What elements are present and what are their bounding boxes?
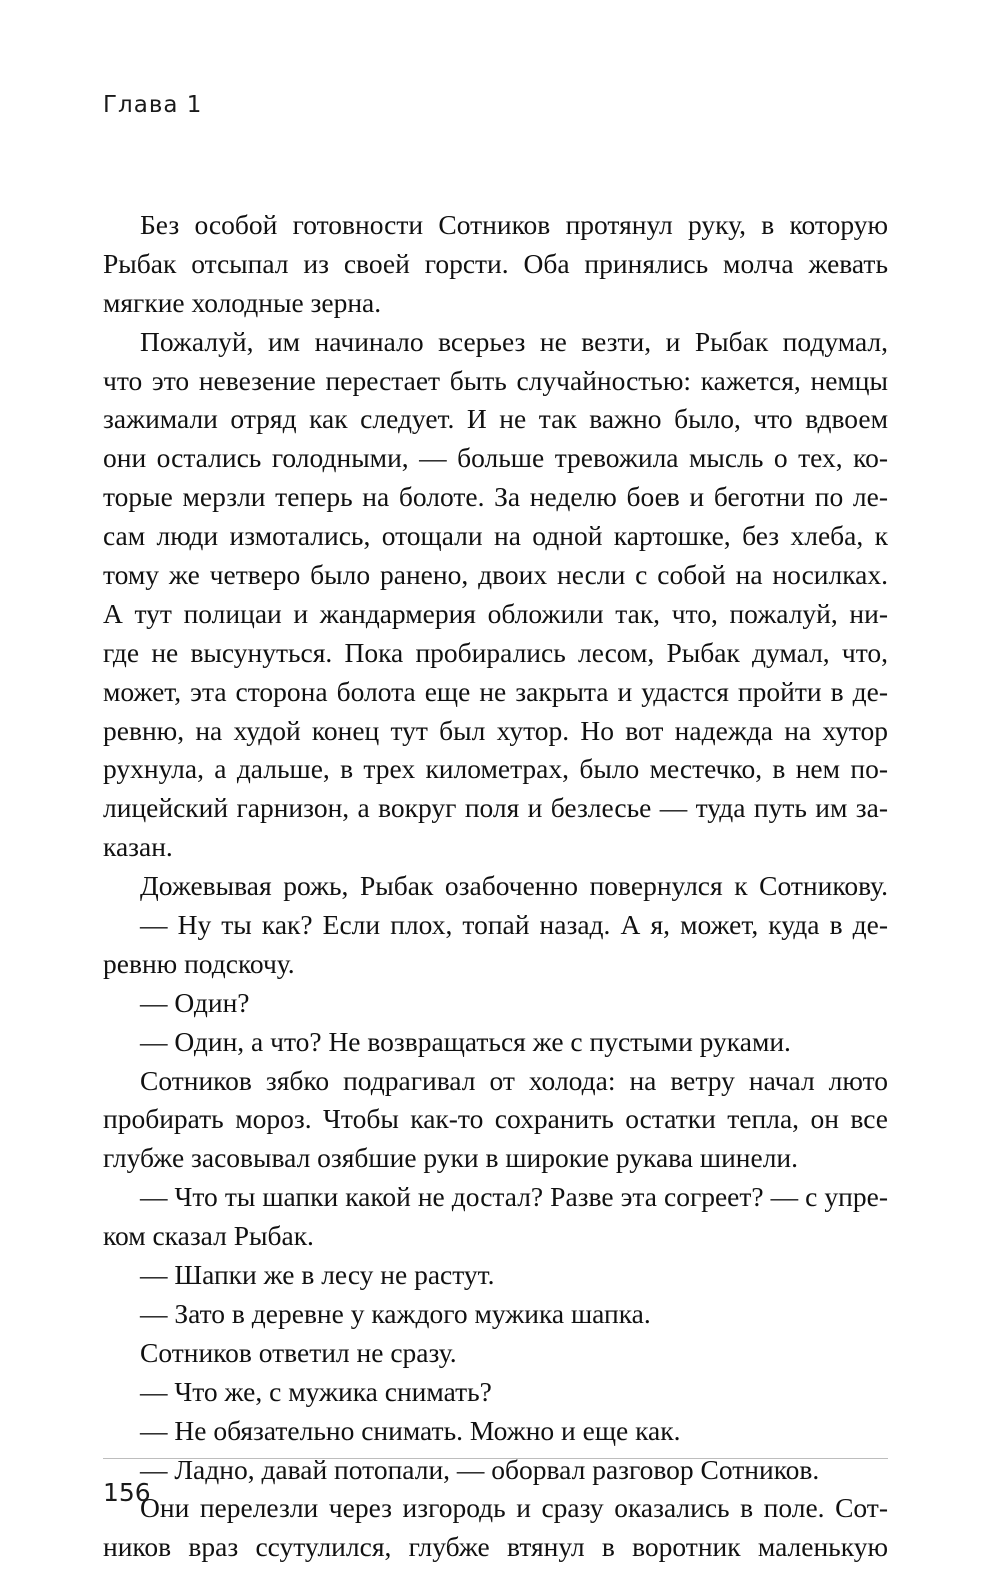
text-line: может, эта сторона болота еще не закрыта и удастся пройти в де- [103, 675, 888, 707]
text-line: тому же четверо было ранено, двоих несли с собой на носилках. [103, 559, 888, 591]
text-line: Без особой готовности Сотников протянул руку, в которую [140, 209, 888, 240]
running-head: Глава 1 [103, 92, 203, 118]
text-line: ревню подскочу. [103, 947, 295, 979]
text-line: сам люди измотались, отощали на одной картошке, без хлеба, к [103, 520, 888, 552]
text-line: Сотников зябко подрагивал от холода: на ветру начал люто [140, 1064, 888, 1096]
text-line: А тут полицаи и жандармерия обложили так, что, пожалуй, ни- [103, 597, 888, 629]
text-line: — Что же, с мужика снимать? [140, 1375, 492, 1407]
text-line: — Ну ты как? Если плох, топай назад. А я, может, куда в де- [140, 909, 888, 941]
footer-divider [103, 1458, 888, 1459]
text-line: казан. [103, 831, 173, 863]
text-line: Рыбак отсыпал из своей горсти. Оба принялись молча жевать [103, 247, 888, 279]
text-line: где не высунуться. Пока пробирались лесом, Рыбак думал, что, [103, 636, 888, 668]
text-line: рухнула, а дальше, в трех километрах, было местечко, в нем по- [103, 753, 888, 785]
text-line: пробирать мороз. Чтобы как-то сохранить остатки тепла, он все [103, 1103, 888, 1135]
text-line: — Ладно, давай потопали, — оборвал разговор Сотников. [140, 1453, 820, 1485]
text-line: Они перелезли через изгородь и сразу оказались в поле. Сот- [140, 1492, 888, 1524]
text-line: мягкие холодные зерна. [103, 286, 382, 318]
text-line: — Не обязательно снимать. Можно и еще как. [140, 1414, 681, 1446]
text-line: Пожалуй, им начинало всерьез не везти, и Рыбак подумал, [140, 325, 888, 357]
text-line: — Один? [140, 986, 250, 1018]
text-line: зажимали отряд как следует. И не так важно было, что вдвоем [103, 403, 888, 435]
body-text [103, 206, 888, 1567]
text-line: они остались голодными, — больше тревожила мысль о тех, ко- [103, 442, 888, 474]
text-line: лицейский гарнизон, а вокруг поля и безлесье — туда путь им за- [103, 792, 888, 824]
text-line: торые мерзли теперь на болоте. За неделю боев и беготни по ле- [103, 481, 888, 513]
text-line: ком сказал Рыбак. [103, 1220, 314, 1252]
text-line: что это невезение перестает быть случайностью: кажется, немцы [103, 364, 888, 396]
text-line: ников враз ссутулился, глубже втянул в воротник маленькую [103, 1531, 888, 1563]
text-line: глубже засовывал озябшие руки в широкие рукава шинели. [103, 1142, 799, 1174]
text-line: — Зато в деревне у каждого мужика шапка. [140, 1297, 651, 1329]
page-number: 156 [103, 1478, 151, 1507]
text-line: Дожевывая рожь, Рыбак озабоченно повернулся к Сотникову. [140, 870, 888, 902]
text-line: ревню, на худой конец тут был хутор. Но вот надежда на хутор [103, 714, 888, 746]
text-line: — Шапки же в лесу не растут. [140, 1259, 495, 1291]
text-line: — Что ты шапки какой не достал? Разве эта согреет? — с упре- [140, 1181, 888, 1213]
text-line: Сотников ответил не сразу. [140, 1336, 457, 1368]
text-line: — Один, а что? Не возвращаться же с пустыми руками. [140, 1025, 791, 1057]
